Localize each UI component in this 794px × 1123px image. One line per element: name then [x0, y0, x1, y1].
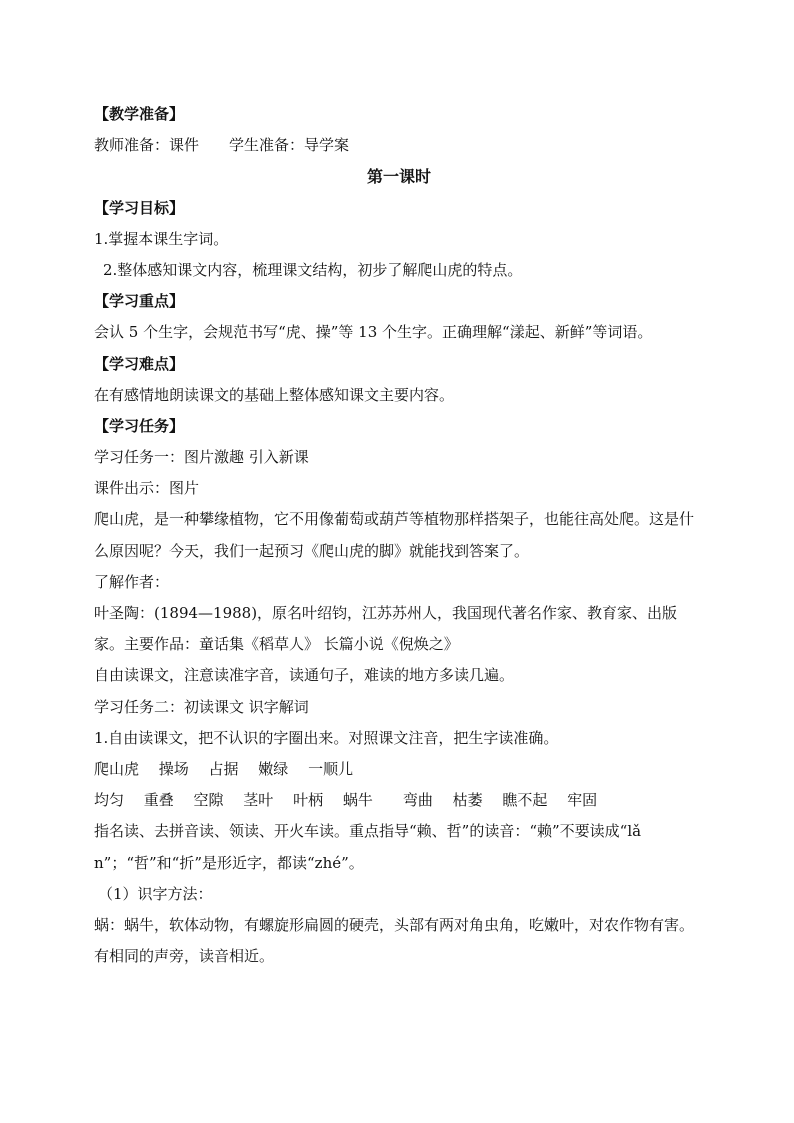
preparation-line: 教师准备：课件 学生准备：导学案: [94, 136, 350, 155]
task-1-title: 学习任务一：图片激趣 引入新课: [94, 448, 309, 467]
task-2-step-1: 1.自由读课文，把不认识的字圈出来。对照课文注音，把生字读准确。: [94, 728, 559, 747]
task-2-title: 学习任务二：初读课文 识字解词: [94, 697, 309, 716]
courseware-line: 课件出示：图片: [94, 479, 200, 498]
same-radical-line: 有相同的声旁，读音相近。: [94, 947, 275, 966]
document-body: [94, 99, 704, 972]
section-heading-difficulty: 【学习难点】: [94, 354, 185, 373]
focus-text: 会认 5 个生字，会规范书写“虎、操”等 13 个生字。正确理解“漾起、新鲜”等词语。: [94, 323, 653, 342]
section-heading-focus: 【学习重点】: [94, 292, 185, 311]
vocabulary-row-2: 均匀 重叠 空隙 茎叶 叶柄 蜗牛 弯曲 枯萎 瞧不起 牢固: [94, 791, 598, 810]
free-read-line: 自由读课文，注意读准字音，读通句子，难读的地方多读几遍。: [94, 666, 515, 685]
lesson-title: 第一课时: [366, 167, 431, 187]
author-heading: 了解作者：: [94, 572, 170, 591]
vocabulary-row-1: 爬山虎 操场 占据 嫩绿 一顺儿: [94, 760, 354, 778]
snail-paragraph: 蜗：蜗牛，软体动物，有螺旋形扁圆的硬壳，头部有两对角虫角，吃嫩叶，对农作物有害。: [94, 915, 695, 934]
author-paragraph: 叶圣陶：(1894—1988)，原名叶绍钧，江苏苏州人，我国现代著名作家、教育家、出版家。主要作品：童话集《稻草人》 长篇小说《倪焕之》: [94, 604, 678, 654]
section-heading-goals: 【学习目标】: [94, 198, 185, 217]
method-heading: （1）识字方法：: [98, 884, 213, 903]
reading-guidance-paragraph: 指名读、去拼音读、领读、开火车读。重点指导“赖、哲”的读音：“赖”不要读成“lǎn”；“哲”和“折”是形近字，都读“zhé”。: [94, 822, 642, 872]
difficulty-text: 在有感情地朗读课文的基础上整体感知课文主要内容。: [94, 385, 455, 404]
intro-paragraph: 爬山虎，是一种攀缘植物，它不用像葡萄或葫芦等植物那样搭架子，也能往高处爬。这是什么原因呢？今天，我们一起预习《爬山虎的脚》就能找到答案了。: [94, 510, 695, 560]
goal-item-2: 2.整体感知课文内容，梳理课文结构，初步了解爬山虎的特点。: [103, 260, 523, 279]
goal-item-1: 1.掌握本课生字词。: [94, 229, 229, 248]
section-heading-preparation: 【教学准备】: [94, 105, 185, 123]
section-heading-tasks: 【学习任务】: [94, 416, 185, 435]
